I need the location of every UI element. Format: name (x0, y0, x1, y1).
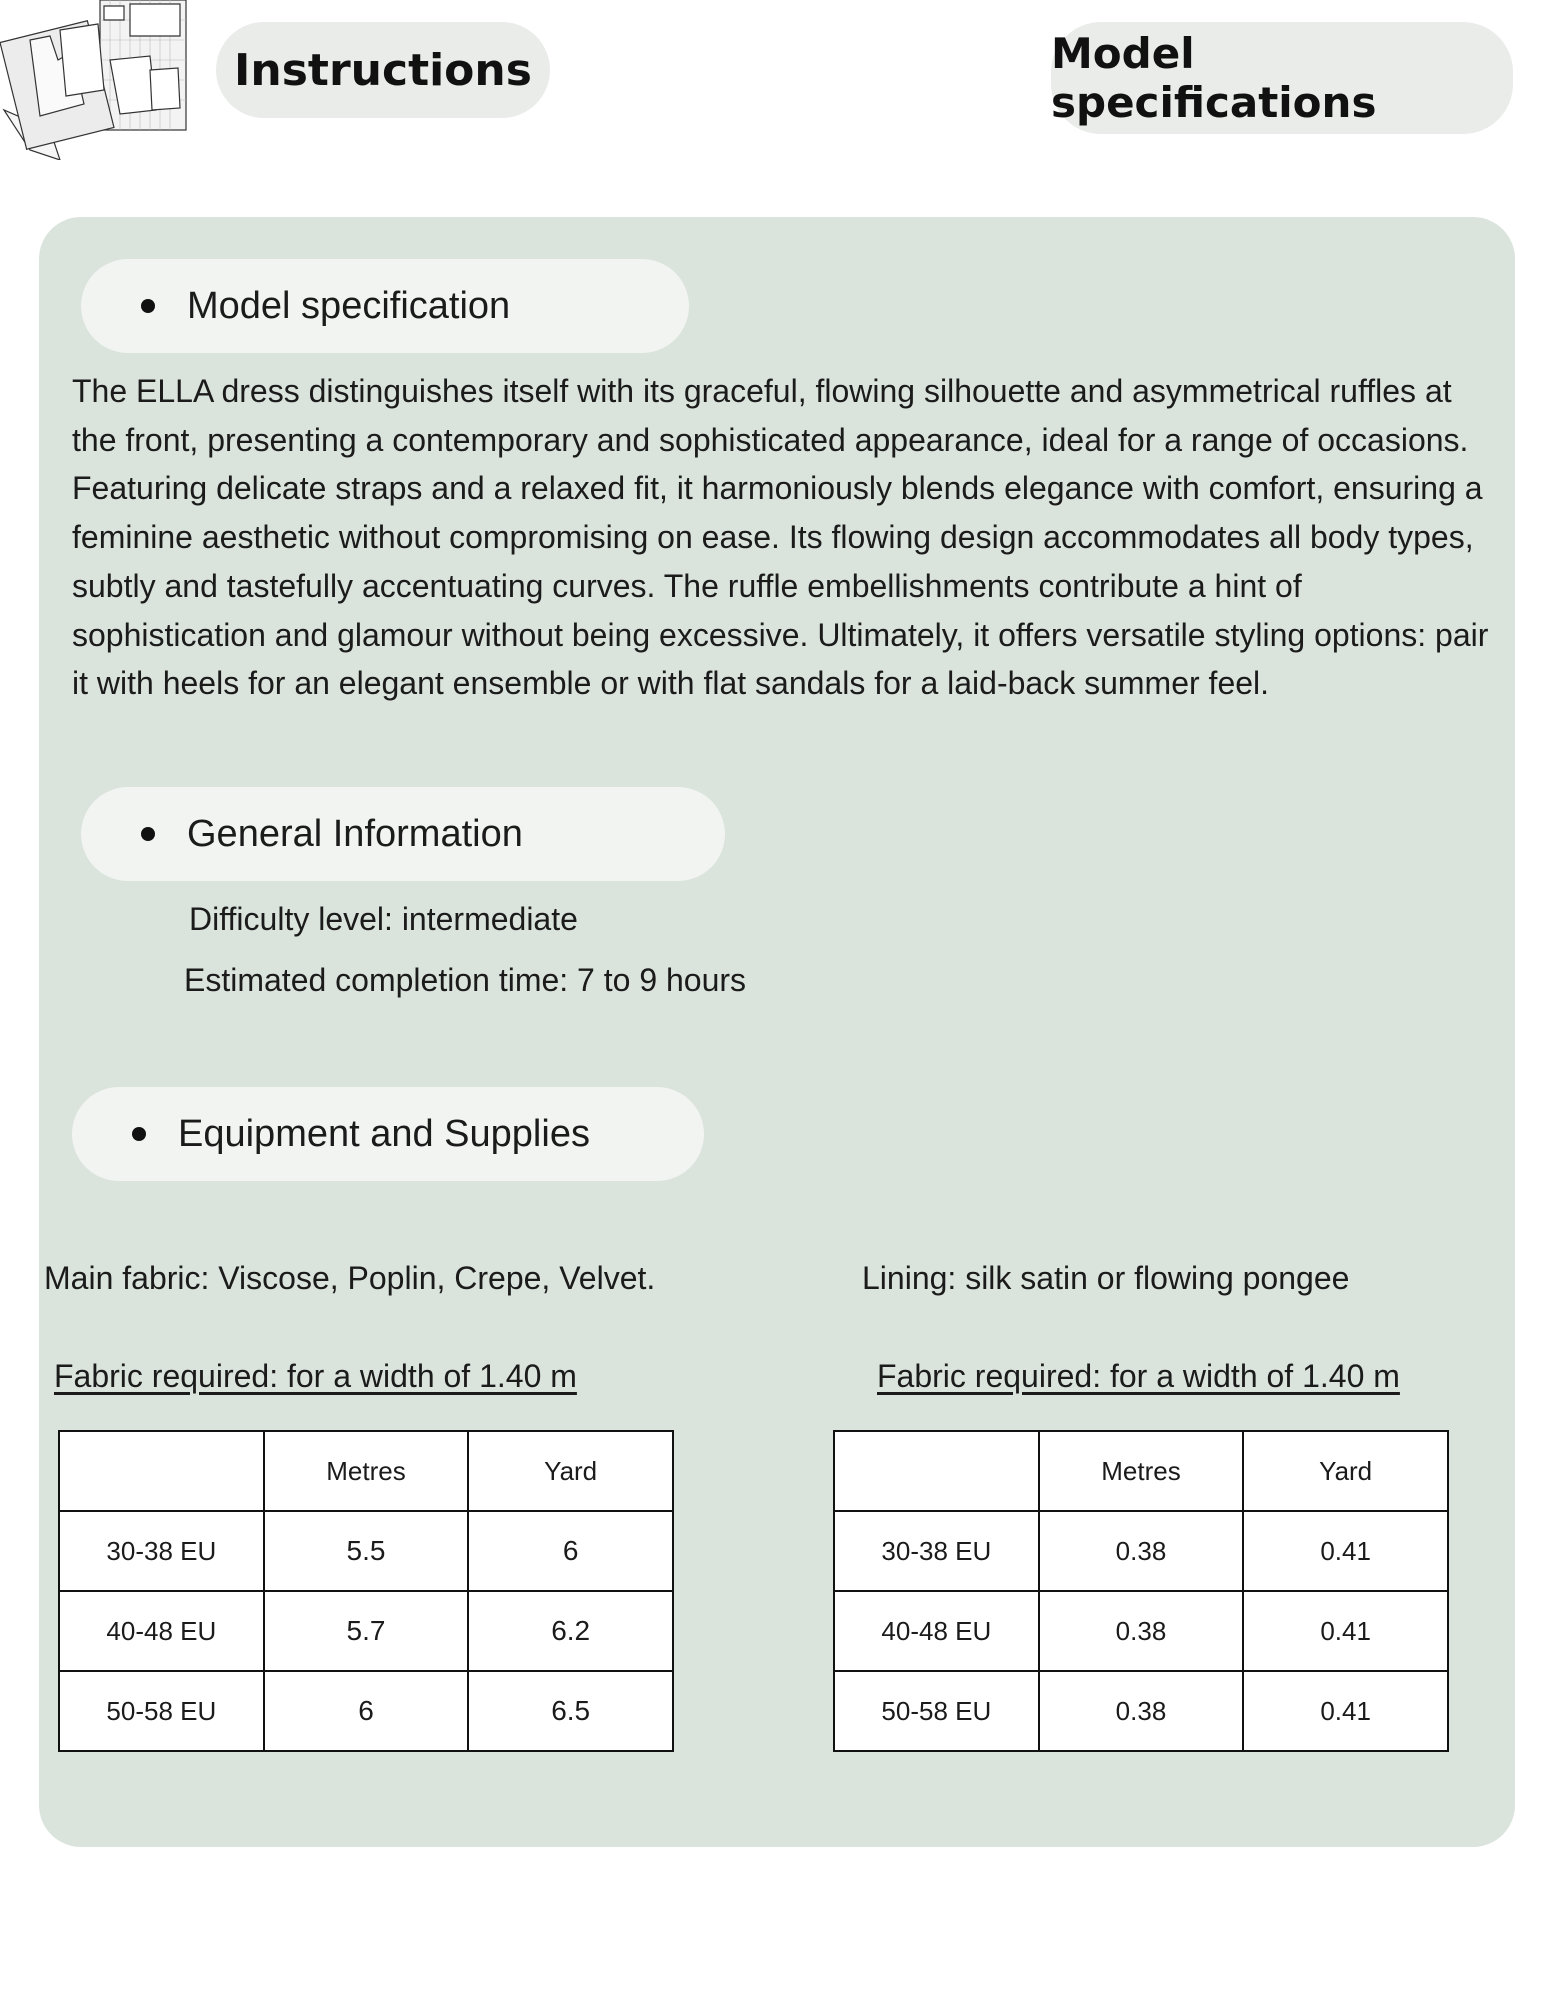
general-information-title: General Information (187, 812, 523, 855)
difficulty-level: Difficulty level: intermediate (189, 901, 578, 937)
metres-cell: 0.38 (1039, 1511, 1244, 1591)
general-information-heading (81, 787, 725, 881)
metres-cell: 6 (264, 1671, 469, 1751)
table-row (59, 1511, 673, 1591)
metres-cell: 0.38 (1039, 1671, 1244, 1751)
sewing-pattern-pieces-icon (0, 0, 190, 160)
size-cell: 30-38 EU (59, 1511, 264, 1591)
table-header-row (834, 1431, 1448, 1511)
yard-cell: 0.41 (1243, 1591, 1448, 1671)
size-cell: 40-48 EU (834, 1591, 1039, 1671)
equipment-title: Equipment and Supplies (178, 1112, 590, 1155)
model-specifications-header: Model specifications (1051, 22, 1513, 134)
table-row (59, 1671, 673, 1751)
yard-cell: 6 (468, 1511, 673, 1591)
table-header-cell: Metres (1039, 1431, 1244, 1511)
table-header-cell: Metres (264, 1431, 469, 1511)
size-cell: 40-48 EU (59, 1591, 264, 1671)
lining-fabric-table (833, 1430, 1449, 1752)
lining-label: Lining: silk satin or flowing pongee (862, 1260, 1350, 1296)
metres-cell: 0.38 (1039, 1591, 1244, 1671)
table-row (834, 1591, 1448, 1671)
completion-time: Estimated completion time: 7 to 9 hours (184, 962, 747, 998)
table-header-cell (59, 1431, 264, 1511)
table-row (834, 1511, 1448, 1591)
size-cell: 50-58 EU (59, 1671, 264, 1751)
table-header-cell: Yard (468, 1431, 673, 1511)
equipment-heading (72, 1087, 704, 1181)
main-fabric-table (58, 1430, 674, 1752)
model-specification-title: Model specification (187, 284, 511, 327)
content-panel (39, 217, 1515, 1847)
yard-cell: 0.41 (1243, 1511, 1448, 1591)
model-specification-heading (81, 259, 689, 353)
bullet-icon (141, 299, 155, 313)
bullet-icon (132, 1127, 146, 1141)
yard-cell: 0.41 (1243, 1671, 1448, 1751)
size-cell: 50-58 EU (834, 1671, 1039, 1751)
table-header-row (59, 1431, 673, 1511)
table-row (834, 1671, 1448, 1751)
instructions-header: Instructions (216, 22, 550, 118)
table-row (59, 1591, 673, 1671)
size-cell: 30-38 EU (834, 1511, 1039, 1591)
lining-fabric-required: Fabric required: for a width of 1.40 m (877, 1358, 1400, 1394)
model-description: The ELLA dress distinguishes itself with its graceful, flowing silhouette and asymmetrical ruffles at the front, presenting a contemporary and sophisticated appearance, ideal for a range of occasions. Featuring delicate straps and a relaxed fit, it harmoniously blends elegance with comfort, ensuring a feminine aesthetic without compromising on ease. Its flowing design accommodates all body types, subtly and tastefully accentuating curves. The ruffle embellishments contribute a hint of sophistication and glamour without being excessive. Ultimately, it offers versatile styling options: pair it with heels for an elegant ensemble or with flat sandals for a laid-back summer feel. (72, 373, 1489, 702)
bullet-icon (141, 827, 155, 841)
table-header-cell (834, 1431, 1039, 1511)
main-fabric-label: Main fabric: Viscose, Poplin, Crepe, Velvet. (44, 1260, 656, 1296)
metres-cell: 5.7 (264, 1591, 469, 1671)
metres-cell: 5.5 (264, 1511, 469, 1591)
table-header-cell: Yard (1243, 1431, 1448, 1511)
yard-cell: 6.2 (468, 1591, 673, 1671)
main-fabric-required: Fabric required: for a width of 1.40 m (54, 1358, 577, 1394)
yard-cell: 6.5 (468, 1671, 673, 1751)
